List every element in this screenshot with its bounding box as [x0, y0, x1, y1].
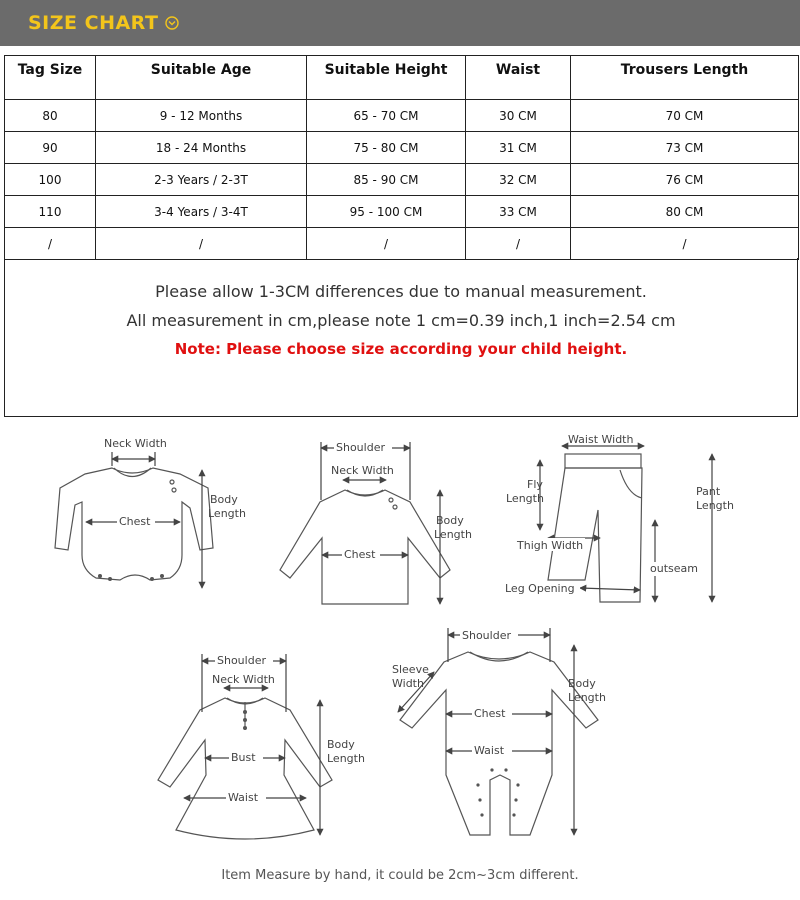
top-body-length-label: Body — [436, 514, 464, 527]
table-row — [5, 132, 799, 164]
table-cell: 30 CM — [466, 100, 571, 132]
table-cell: 76 CM — [571, 164, 799, 196]
table-cell: 9 - 12 Months — [96, 100, 307, 132]
column-header-suitable-height: Suitable Height — [307, 56, 466, 100]
pants-fly-length-label: Fly — [527, 478, 543, 491]
size-warning: Note: Please choose size according your child height. — [174, 340, 628, 358]
notes-box — [4, 258, 798, 417]
table-cell: / — [571, 228, 799, 260]
footer-note: Item Measure by hand, it could be 2cm~3cm different. — [221, 868, 579, 883]
table-cell: 110 — [5, 196, 96, 228]
table-cell: 73 CM — [571, 132, 799, 164]
table-cell: / — [307, 228, 466, 260]
romper-chest-label: Chest — [474, 707, 506, 720]
table-header-row — [5, 56, 799, 100]
measurement-note: Please allow 1-3CM differences due to manual measurement. — [155, 282, 647, 301]
bodysuit-chest-label: Chest — [119, 515, 151, 528]
pants-waist-width-label: Waist Width — [568, 433, 634, 446]
pants-outseam-label: outseam — [650, 562, 698, 575]
table-cell: 65 - 70 CM — [307, 100, 466, 132]
table-cell: 90 — [5, 132, 96, 164]
romper-body-length-label: Body — [568, 677, 596, 690]
chevron-down-circle-icon — [165, 16, 179, 30]
dress-body-length-label: Body — [327, 738, 355, 751]
pants-diagram — [540, 446, 712, 602]
table-cell: 70 CM — [571, 100, 799, 132]
size-table — [4, 55, 799, 260]
pants-fly-length-label-2: Length — [506, 492, 544, 505]
table-row — [5, 100, 799, 132]
dress-bust-label: Bust — [231, 751, 256, 764]
table-cell: 95 - 100 CM — [307, 196, 466, 228]
table-cell: 18 - 24 Months — [96, 132, 307, 164]
table-cell: 3-4 Years / 3-4T — [96, 196, 307, 228]
table-cell: 32 CM — [466, 164, 571, 196]
romper-shoulder-label: Shoulder — [462, 629, 511, 642]
dress-waist-label: Waist — [228, 791, 259, 804]
table-cell: 80 CM — [571, 196, 799, 228]
measurement-diagrams — [0, 430, 800, 900]
romper-sleeve-width-label: Sleeve — [392, 663, 429, 676]
table-row — [5, 196, 799, 228]
table-cell: 85 - 90 CM — [307, 164, 466, 196]
size-chart-title: SIZE CHART — [28, 12, 159, 34]
romper-waist-label: Waist — [474, 744, 505, 757]
table-cell: 31 CM — [466, 132, 571, 164]
top-chest-label: Chest — [344, 548, 376, 561]
table-cell: 2-3 Years / 2-3T — [96, 164, 307, 196]
table-cell: 33 CM — [466, 196, 571, 228]
top-body-length-label-2: Length — [434, 528, 472, 541]
column-header-tag-size: Tag Size — [5, 56, 96, 100]
dress-body-length-label-2: Length — [327, 752, 365, 765]
romper-diagram — [398, 628, 598, 835]
pants-pant-length-label-2: Length — [696, 499, 734, 512]
bodysuit-body-length-label: Body — [210, 493, 238, 506]
column-header-trousers-length: Trousers Length — [571, 56, 799, 100]
table-cell: / — [5, 228, 96, 260]
bodysuit-body-length-label-2: Length — [208, 507, 246, 520]
table-cell: 75 - 80 CM — [307, 132, 466, 164]
romper-sleeve-width-label-2: Width — [392, 677, 424, 690]
table-cell: 100 — [5, 164, 96, 196]
table-row — [5, 164, 799, 196]
top-neck-width-label: Neck Width — [331, 464, 394, 477]
column-header-suitable-age: Suitable Age — [96, 56, 307, 100]
table-cell: 80 — [5, 100, 96, 132]
dress-shoulder-label: Shoulder — [217, 654, 266, 667]
pants-pant-length-label: Pant — [696, 485, 721, 498]
header-bar — [0, 0, 800, 46]
column-header-waist: Waist — [466, 56, 571, 100]
table-cell: / — [96, 228, 307, 260]
dress-neck-width-label: Neck Width — [212, 673, 275, 686]
top-shoulder-label: Shoulder — [336, 441, 385, 454]
table-cell: / — [466, 228, 571, 260]
conversion-note: All measurement in cm,please note 1 cm=0.39 inch,1 inch=2.54 cm — [126, 311, 676, 330]
romper-body-length-label-2: Length — [568, 691, 606, 704]
pants-thigh-width-label: Thigh Width — [517, 539, 584, 552]
pants-leg-opening-label: Leg Opening — [505, 582, 575, 595]
bodysuit-neck-width-label: Neck Width — [104, 437, 167, 450]
table-row — [5, 228, 799, 260]
